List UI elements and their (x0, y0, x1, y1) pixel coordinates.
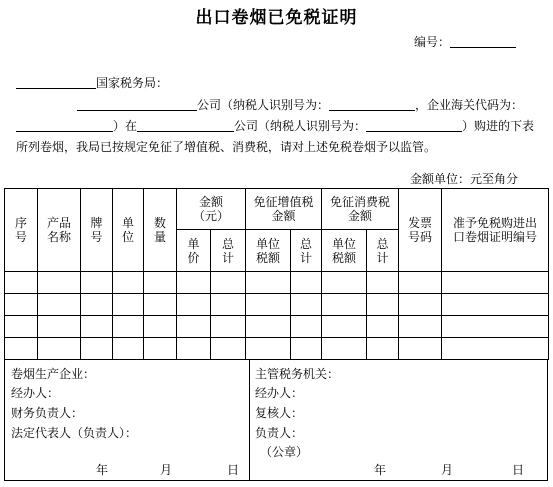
table-cell[interactable] (113, 316, 144, 338)
addressee-line (16, 74, 168, 91)
table-cell[interactable] (177, 294, 211, 316)
table-cell[interactable] (367, 272, 399, 294)
table-cell[interactable] (177, 272, 211, 294)
table-cell[interactable] (211, 294, 246, 316)
table-cell[interactable] (399, 338, 442, 360)
subheader-consumption-total: 总计 (367, 230, 399, 272)
table-cell[interactable] (399, 316, 442, 338)
table-cell[interactable] (144, 338, 177, 360)
left-day: 日 (227, 463, 240, 477)
table-cell[interactable] (211, 272, 246, 294)
table-cell[interactable] (322, 294, 367, 316)
form-title: 出口卷烟已免税证明 (195, 8, 358, 28)
header-unit: 单位 (113, 189, 144, 272)
table-cell[interactable] (38, 316, 81, 338)
table-cell[interactable] (246, 294, 291, 316)
goods-table (4, 188, 549, 360)
company-b-blank[interactable] (137, 119, 234, 132)
signature-section (4, 359, 548, 481)
table-cell[interactable] (442, 338, 549, 360)
reviewer-label: 复核人： (255, 406, 304, 420)
taxpayer-id-a-blank[interactable] (329, 98, 415, 111)
table-cell[interactable] (113, 338, 144, 360)
table-cell[interactable] (367, 294, 399, 316)
subheader-vat-unit-tax: 单位税额 (246, 230, 291, 272)
table-cell[interactable] (5, 272, 38, 294)
producer-label: 卷烟生产企业： (11, 367, 96, 381)
table-cell[interactable] (442, 272, 549, 294)
body-line-1 (77, 96, 523, 113)
table-row (5, 316, 549, 338)
table-cell[interactable] (5, 294, 38, 316)
table-row (5, 272, 549, 294)
taxpayer-id-b-blank[interactable] (366, 119, 462, 132)
table-cell[interactable] (291, 272, 322, 294)
left-month: 月 (160, 463, 173, 477)
table-cell[interactable] (322, 338, 367, 360)
header-quantity: 数量 (144, 189, 177, 272)
signature-divider (249, 359, 250, 480)
company-a-blank[interactable] (77, 98, 197, 111)
addressee-text: 国家税务局： (96, 76, 169, 90)
finance-head-label: 财务负责人： (11, 406, 84, 420)
table-cell[interactable] (322, 316, 367, 338)
table-cell[interactable] (246, 338, 291, 360)
header-vat-group: 免征增值税金额 (246, 189, 322, 230)
table-cell[interactable] (291, 338, 322, 360)
table-cell[interactable] (177, 316, 211, 338)
table-cell[interactable] (367, 316, 399, 338)
right-year: 年 (374, 463, 387, 477)
amount-unit: 金额单位：元至角分 (410, 172, 519, 186)
header-invoice-no: 发票号码 (399, 189, 442, 272)
subheader-total: 总计 (211, 230, 246, 272)
table-cell[interactable] (442, 294, 549, 316)
table-cell[interactable] (81, 294, 113, 316)
table-cell[interactable] (113, 294, 144, 316)
subheader-unit-price: 单价 (177, 230, 211, 272)
table-row (5, 338, 549, 360)
table-cell[interactable] (81, 338, 113, 360)
table-cell[interactable] (38, 272, 81, 294)
tax-authority-label: 主管税务机关： (255, 367, 340, 381)
table-cell[interactable] (399, 272, 442, 294)
table-cell[interactable] (5, 338, 38, 360)
table-cell[interactable] (246, 272, 291, 294)
legal-rep-label: 法定代表人（负责人）： (11, 426, 138, 440)
subheader-vat-total: 总计 (291, 230, 322, 272)
table-cell[interactable] (81, 272, 113, 294)
right-day: 日 (512, 463, 525, 477)
left-year: 年 (96, 463, 109, 477)
table-cell[interactable] (442, 316, 549, 338)
table-cell[interactable] (144, 294, 177, 316)
table-cell[interactable] (211, 316, 246, 338)
header-product-name: 产品名称 (38, 189, 81, 272)
in-text: ）在 (113, 119, 138, 133)
company-a-text: 公司（纳税人识别号为： (197, 98, 330, 112)
right-month: 月 (441, 463, 454, 477)
header-brand: 牌号 (81, 189, 113, 272)
table-cell[interactable] (144, 272, 177, 294)
customs-code-label: ，企业海关代码为： (415, 98, 524, 112)
body-line-2 (16, 117, 534, 134)
table-cell[interactable] (399, 294, 442, 316)
table-body (5, 272, 549, 360)
header-certificate-no: 准予免税购进出口卷烟证明编号 (442, 189, 549, 272)
purchase-text: ）购进的下表 (462, 119, 535, 133)
header-seq: 序号 (5, 189, 38, 272)
serial-label: 编号： (414, 35, 451, 49)
table-cell[interactable] (38, 338, 81, 360)
header-consumption-group: 免征消费税金额 (322, 189, 399, 230)
table-cell[interactable] (81, 316, 113, 338)
left-handler-label: 经办人： (11, 386, 60, 400)
subheader-consumption-unit-tax: 单位税额 (322, 230, 367, 272)
tax-bureau-blank[interactable] (16, 76, 96, 89)
principal-label: 负责人： (255, 426, 304, 440)
table-cell[interactable] (322, 272, 367, 294)
official-seal-label: （公章） (260, 445, 309, 459)
table-cell[interactable] (246, 316, 291, 338)
company-b-text: 公司（纳税人识别号为： (234, 119, 367, 133)
table-cell[interactable] (291, 316, 322, 338)
table-cell[interactable] (113, 272, 144, 294)
header-amount-group: 金额（元） (177, 189, 246, 230)
right-handler-label: 经办人： (255, 386, 304, 400)
table-cell[interactable] (211, 338, 246, 360)
table-cell[interactable] (5, 316, 38, 338)
table-cell[interactable] (38, 294, 81, 316)
table-row (5, 294, 549, 316)
customs-code-blank[interactable] (16, 119, 113, 132)
table-cell[interactable] (367, 338, 399, 360)
serial-blank[interactable] (450, 35, 516, 48)
table-cell[interactable] (291, 294, 322, 316)
table-cell[interactable] (144, 316, 177, 338)
serial-number (414, 33, 516, 50)
body-line-3: 所列卷烟，我局已按规定免征了增值税、消费税，请对上述免税卷烟予以监管。 (16, 140, 437, 154)
table-cell[interactable] (177, 338, 211, 360)
